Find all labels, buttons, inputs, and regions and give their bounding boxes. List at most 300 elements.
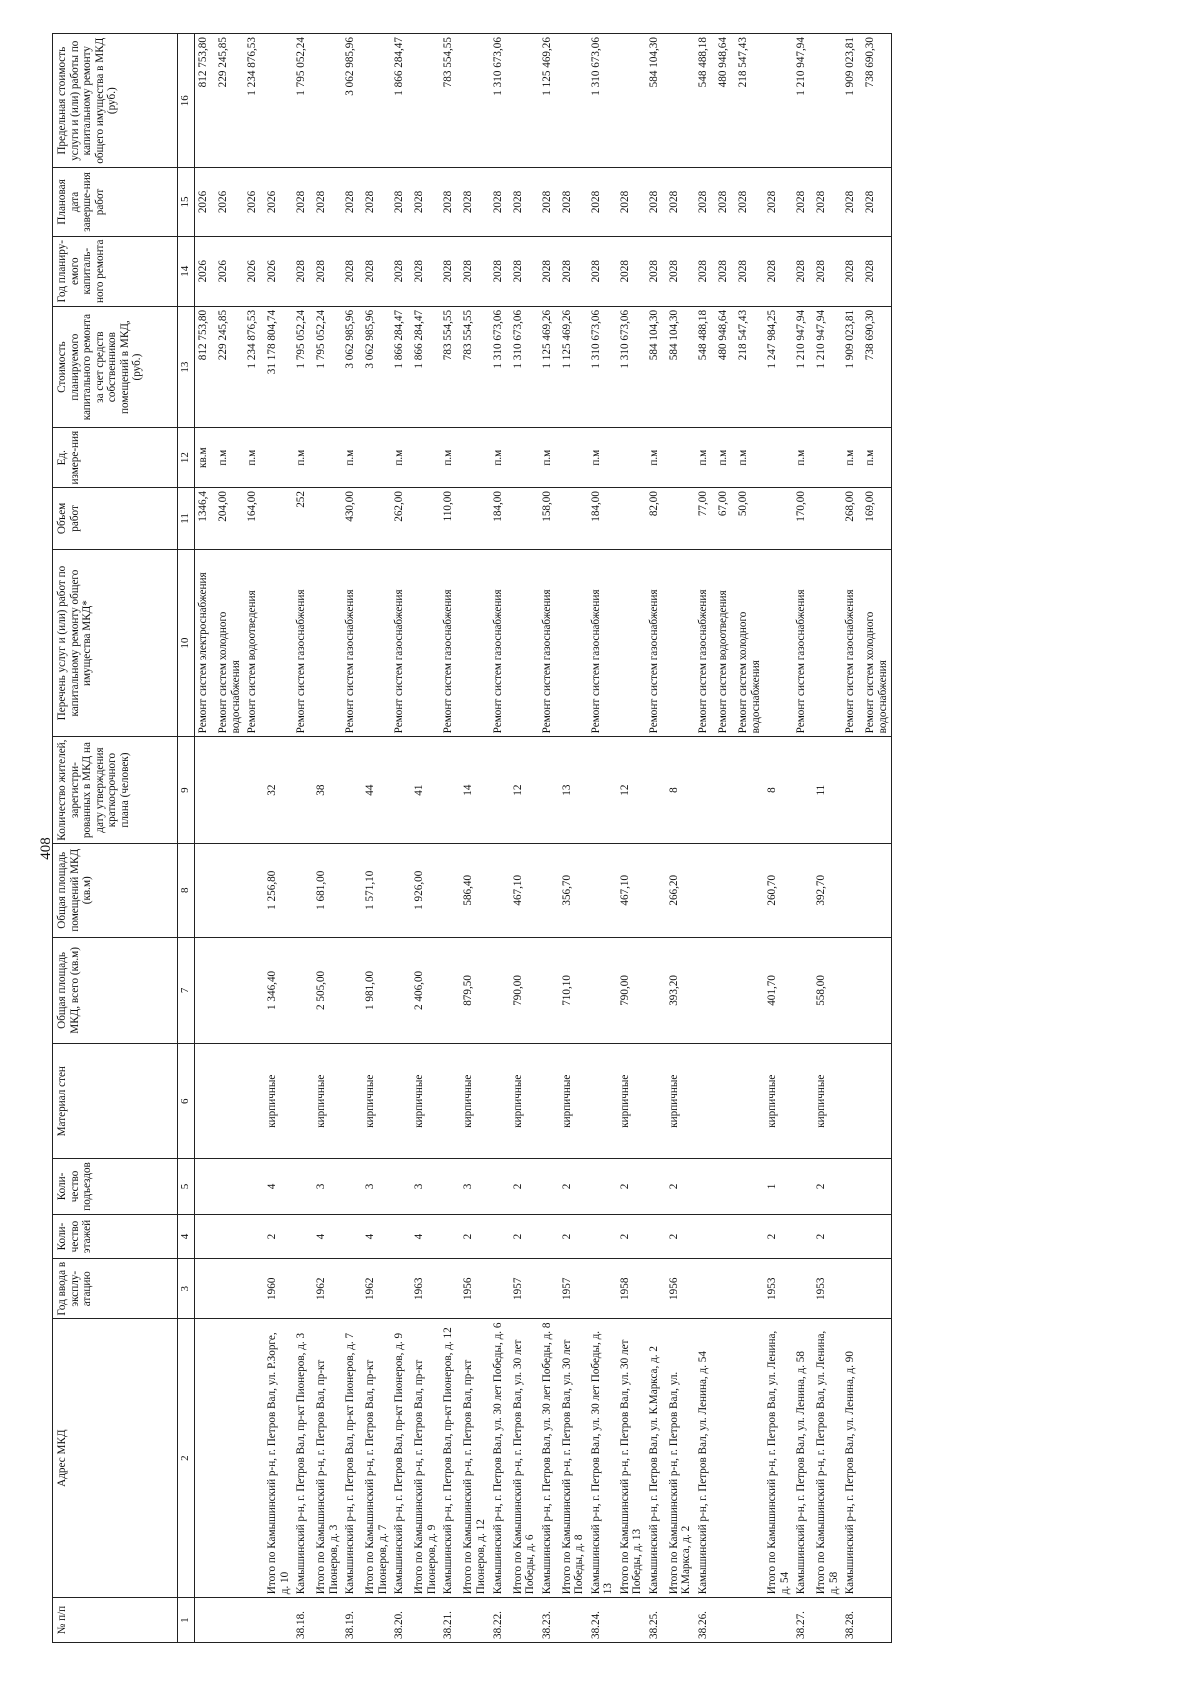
wall-material-cell: кирпичные — [617, 1044, 646, 1159]
residents-cell: 38 — [313, 737, 342, 844]
owner-cost-cell: 480 948,64 — [715, 306, 735, 427]
premises-area-cell — [695, 843, 715, 937]
residents-cell — [342, 737, 362, 844]
repair-year-cell: 2026 — [264, 236, 293, 306]
max-cost-cell: 812 753,80 — [195, 34, 216, 168]
residents-cell: 11 — [813, 737, 842, 844]
works-list-cell: Ремонт систем газоснабжения — [440, 549, 460, 737]
completion-date-cell: 2028 — [715, 168, 735, 236]
table-row — [842, 34, 862, 1643]
column-number-row — [178, 34, 195, 1643]
premises-area-cell — [342, 843, 362, 937]
entrances-cell — [695, 1159, 715, 1214]
max-cost-cell: 480 948,64 — [715, 34, 735, 168]
residents-cell — [735, 737, 764, 844]
works-list-cell: Ремонт систем газоснабжения — [391, 549, 411, 737]
wall-material-cell: кирпичные — [813, 1044, 842, 1159]
commission-year-cell: 1956 — [666, 1259, 695, 1319]
wall-material-cell — [293, 1044, 313, 1159]
work-volume-cell: 67,00 — [715, 488, 735, 550]
number-cell — [411, 1598, 440, 1643]
table-row — [813, 34, 842, 1643]
total-area-cell — [215, 937, 244, 1044]
number-cell: 38.25. — [646, 1598, 666, 1643]
wall-material-cell: кирпичные — [510, 1044, 539, 1159]
number-cell — [764, 1598, 793, 1643]
floors-cell — [588, 1214, 617, 1259]
works-list-cell — [764, 549, 793, 737]
repair-year-cell: 2028 — [813, 236, 842, 306]
col-residents-header: Количество жителей, зарегистри-рованных в МКД на дату утверждения краткосрочного плана (человек) — [53, 737, 178, 844]
entrances-cell — [490, 1159, 510, 1214]
owner-cost-cell: 229 245,85 — [215, 306, 244, 427]
floors-cell: 2 — [617, 1214, 646, 1259]
commission-year-cell — [588, 1259, 617, 1319]
col-commission-year-header: Год ввода в эксплу-атацию — [53, 1259, 178, 1319]
unit-cell — [666, 428, 695, 488]
unit-cell: п.м — [695, 428, 715, 488]
repair-year-cell: 2028 — [695, 236, 715, 306]
max-cost-cell: 1 866 284,47 — [391, 34, 411, 168]
wall-material-cell — [342, 1044, 362, 1159]
residents-cell — [715, 737, 735, 844]
column-number: 6 — [178, 1044, 195, 1159]
residents-cell — [862, 737, 892, 844]
entrances-cell: 2 — [510, 1159, 539, 1214]
col-owner-cost-header: Стоимость планируемого капитального ремонта за счет средств собственников помещений в МКД, (руб.) — [53, 306, 178, 427]
number-cell: 38.21. — [440, 1598, 460, 1643]
wall-material-cell: кирпичные — [264, 1044, 293, 1159]
max-cost-cell: 1 310 673,06 — [588, 34, 617, 168]
commission-year-cell: 1953 — [764, 1259, 793, 1319]
address-cell: Камышинский р-н, г. Петров Вал, ул. К.Маркса, д. 2 — [646, 1319, 666, 1598]
unit-cell — [764, 428, 793, 488]
entrances-cell — [244, 1159, 264, 1214]
address-cell — [244, 1319, 264, 1598]
repair-year-cell: 2028 — [362, 236, 391, 306]
unit-cell: п.м — [793, 428, 813, 488]
capital-repair-table — [52, 33, 892, 1643]
table-row — [646, 34, 666, 1643]
completion-date-cell: 2028 — [646, 168, 666, 236]
work-volume-cell: 158,00 — [539, 488, 559, 550]
residents-cell — [588, 737, 617, 844]
col-completion-date-header: Плановая дата заверше-ния работ — [53, 168, 178, 236]
premises-area-cell: 467,10 — [510, 843, 539, 937]
unit-cell — [510, 428, 539, 488]
max-cost-cell: 229 245,85 — [215, 34, 244, 168]
premises-area-cell — [391, 843, 411, 937]
wall-material-cell — [440, 1044, 460, 1159]
residents-cell: 14 — [460, 737, 489, 844]
works-list-cell — [559, 549, 588, 737]
owner-cost-cell: 1 125 469,26 — [559, 306, 588, 427]
residents-cell — [539, 737, 559, 844]
table-row — [490, 34, 510, 1643]
total-area-cell — [490, 937, 510, 1044]
repair-year-cell: 2028 — [793, 236, 813, 306]
repair-year-cell: 2028 — [313, 236, 342, 306]
residents-cell — [793, 737, 813, 844]
residents-cell — [215, 737, 244, 844]
owner-cost-cell: 1 866 284,47 — [411, 306, 440, 427]
entrances-cell — [539, 1159, 559, 1214]
table-row — [617, 34, 646, 1643]
commission-year-cell — [715, 1259, 735, 1319]
works-list-cell — [813, 549, 842, 737]
total-area-cell — [391, 937, 411, 1044]
residents-cell — [490, 737, 510, 844]
floors-cell — [342, 1214, 362, 1259]
column-number: 1 — [178, 1598, 195, 1643]
works-list-cell: Ремонт систем газоснабжения — [588, 549, 617, 737]
address-cell: Итого по Камышинский р-н, г. Петров Вал, ул. 30 лет Победы, д. 6 — [510, 1319, 539, 1598]
number-cell — [617, 1598, 646, 1643]
work-volume-cell: 110,00 — [440, 488, 460, 550]
owner-cost-cell: 3 062 985,96 — [362, 306, 391, 427]
works-list-cell: Ремонт систем холодного водоснабжения — [215, 549, 244, 737]
unit-cell: п.м — [842, 428, 862, 488]
residents-cell — [842, 737, 862, 844]
works-list-cell: Ремонт систем газоснабжения — [842, 549, 862, 737]
max-cost-cell — [362, 34, 391, 168]
owner-cost-cell: 1 909 023,81 — [842, 306, 862, 427]
address-cell — [862, 1319, 892, 1598]
number-cell: 38.26. — [695, 1598, 715, 1643]
number-cell — [510, 1598, 539, 1643]
column-number: 2 — [178, 1319, 195, 1598]
commission-year-cell: 1956 — [460, 1259, 489, 1319]
address-cell: Итого по Камышинский р-н, г. Петров Вал, пр-кт Пионеров, д. 12 — [460, 1319, 489, 1598]
work-volume-cell: 1346,4 — [195, 488, 216, 550]
work-volume-cell — [411, 488, 440, 550]
number-cell — [559, 1598, 588, 1643]
floors-cell: 2 — [559, 1214, 588, 1259]
commission-year-cell — [215, 1259, 244, 1319]
work-volume-cell: 164,00 — [244, 488, 264, 550]
address-cell — [195, 1319, 216, 1598]
repair-year-cell: 2028 — [559, 236, 588, 306]
residents-cell: 8 — [764, 737, 793, 844]
work-volume-cell: 184,00 — [588, 488, 617, 550]
repair-year-cell: 2028 — [490, 236, 510, 306]
works-list-cell: Ремонт систем водоотведения — [244, 549, 264, 737]
total-area-cell — [715, 937, 735, 1044]
completion-date-cell: 2026 — [215, 168, 244, 236]
address-cell: Камышинский р-н, г. Петров Вал, пр-кт Пионеров, д. 9 — [391, 1319, 411, 1598]
work-volume-cell — [460, 488, 489, 550]
floors-cell: 2 — [510, 1214, 539, 1259]
unit-cell: п.м — [391, 428, 411, 488]
address-cell: Итого по Камышинский р-н, г. Петров Вал, ул. Ленина, д. 58 — [813, 1319, 842, 1598]
owner-cost-cell: 1 310 673,06 — [617, 306, 646, 427]
table-row — [313, 34, 342, 1643]
address-cell: Камышинский р-н, г. Петров Вал, ул. Ленина, д. 58 — [793, 1319, 813, 1598]
entrances-cell — [588, 1159, 617, 1214]
commission-year-cell: 1957 — [510, 1259, 539, 1319]
table-row — [764, 34, 793, 1643]
work-volume-cell — [510, 488, 539, 550]
owner-cost-cell: 548 488,18 — [695, 306, 715, 427]
repair-year-cell: 2028 — [842, 236, 862, 306]
completion-date-cell: 2028 — [440, 168, 460, 236]
completion-date-cell: 2028 — [617, 168, 646, 236]
floors-cell: 4 — [362, 1214, 391, 1259]
number-cell — [264, 1598, 293, 1643]
unit-cell — [313, 428, 342, 488]
max-cost-cell — [813, 34, 842, 168]
floors-cell — [391, 1214, 411, 1259]
floors-cell: 2 — [666, 1214, 695, 1259]
column-number: 8 — [178, 843, 195, 937]
works-list-cell — [617, 549, 646, 737]
address-cell: Камышинский р-н, г. Петров Вал, пр-кт Пионеров, д. 7 — [342, 1319, 362, 1598]
wall-material-cell — [195, 1044, 216, 1159]
completion-date-cell: 2028 — [559, 168, 588, 236]
floors-cell: 4 — [411, 1214, 440, 1259]
commission-year-cell — [440, 1259, 460, 1319]
total-area-cell — [695, 937, 715, 1044]
works-list-cell — [510, 549, 539, 737]
table-row — [264, 34, 293, 1643]
unit-cell: п.м — [862, 428, 892, 488]
col-wall-material-header: Материал стен — [53, 1044, 178, 1159]
works-list-cell — [666, 549, 695, 737]
column-number: 7 — [178, 937, 195, 1044]
residents-cell — [646, 737, 666, 844]
commission-year-cell: 1960 — [264, 1259, 293, 1319]
owner-cost-cell: 1 795 052,24 — [313, 306, 342, 427]
premises-area-cell — [588, 843, 617, 937]
commission-year-cell — [195, 1259, 216, 1319]
wall-material-cell: кирпичные — [411, 1044, 440, 1159]
work-volume-cell — [666, 488, 695, 550]
unit-cell: п.м — [490, 428, 510, 488]
table-row — [793, 34, 813, 1643]
works-list-cell: Ремонт систем газоснабжения — [695, 549, 715, 737]
residents-cell: 13 — [559, 737, 588, 844]
number-cell: 38.18. — [293, 1598, 313, 1643]
max-cost-cell — [313, 34, 342, 168]
commission-year-cell: 1963 — [411, 1259, 440, 1319]
table-row — [362, 34, 391, 1643]
premises-area-cell — [842, 843, 862, 937]
number-cell — [735, 1598, 764, 1643]
number-cell: 38.19. — [342, 1598, 362, 1643]
floors-cell — [195, 1214, 216, 1259]
unit-cell: п.м — [293, 428, 313, 488]
entrances-cell — [391, 1159, 411, 1214]
repair-year-cell: 2028 — [735, 236, 764, 306]
max-cost-cell — [510, 34, 539, 168]
residents-cell: 8 — [666, 737, 695, 844]
floors-cell: 2 — [813, 1214, 842, 1259]
repair-year-cell: 2028 — [510, 236, 539, 306]
column-number: 4 — [178, 1214, 195, 1259]
col-number-header: № п/п — [53, 1598, 178, 1643]
floors-cell — [490, 1214, 510, 1259]
col-address-header: Адрес МКД — [53, 1319, 178, 1598]
entrances-cell: 4 — [264, 1159, 293, 1214]
col-entrances-header: Коли-чество подъездов — [53, 1159, 178, 1214]
completion-date-cell: 2028 — [510, 168, 539, 236]
commission-year-cell — [842, 1259, 862, 1319]
table-row — [195, 34, 216, 1643]
commission-year-cell — [391, 1259, 411, 1319]
floors-cell — [244, 1214, 264, 1259]
owner-cost-cell: 1 234 876,53 — [244, 306, 264, 427]
completion-date-cell: 2028 — [342, 168, 362, 236]
work-volume-cell: 82,00 — [646, 488, 666, 550]
work-volume-cell — [559, 488, 588, 550]
table-header-row — [53, 34, 178, 1643]
repair-year-cell: 2028 — [342, 236, 362, 306]
table-row — [559, 34, 588, 1643]
wall-material-cell — [215, 1044, 244, 1159]
premises-area-cell: 467,10 — [617, 843, 646, 937]
floors-cell — [793, 1214, 813, 1259]
commission-year-cell — [342, 1259, 362, 1319]
work-volume-cell — [764, 488, 793, 550]
total-area-cell: 1 346,40 — [264, 937, 293, 1044]
max-cost-cell: 584 104,30 — [646, 34, 666, 168]
premises-area-cell — [215, 843, 244, 937]
number-cell — [313, 1598, 342, 1643]
owner-cost-cell: 31 178 804,74 — [264, 306, 293, 427]
wall-material-cell — [715, 1044, 735, 1159]
address-cell: Итого по Камышинский р-н, г. Петров Вал, ул. Ленина, д. 54 — [764, 1319, 793, 1598]
works-list-cell: Ремонт систем электроснабжения — [195, 549, 216, 737]
entrances-cell — [440, 1159, 460, 1214]
entrances-cell: 3 — [362, 1159, 391, 1214]
wall-material-cell — [244, 1044, 264, 1159]
wall-material-cell — [539, 1044, 559, 1159]
floors-cell — [695, 1214, 715, 1259]
total-area-cell — [842, 937, 862, 1044]
commission-year-cell — [244, 1259, 264, 1319]
work-volume-cell: 252 — [293, 488, 313, 550]
residents-cell — [391, 737, 411, 844]
commission-year-cell — [695, 1259, 715, 1319]
floors-cell: 2 — [460, 1214, 489, 1259]
unit-cell: п.м — [342, 428, 362, 488]
floors-cell — [862, 1214, 892, 1259]
number-cell — [195, 1598, 216, 1643]
works-list-cell — [264, 549, 293, 737]
residents-cell — [695, 737, 715, 844]
work-volume-cell: 77,00 — [695, 488, 715, 550]
entrances-cell: 1 — [764, 1159, 793, 1214]
max-cost-cell: 548 488,18 — [695, 34, 715, 168]
address-cell: Камышинский р-н, г. Петров Вал, ул. Ленина, д. 90 — [842, 1319, 862, 1598]
owner-cost-cell: 783 554,55 — [440, 306, 460, 427]
number-cell: 38.22. — [490, 1598, 510, 1643]
premises-area-cell: 1 256,80 — [264, 843, 293, 937]
total-area-cell: 790,00 — [617, 937, 646, 1044]
residents-cell — [195, 737, 216, 844]
number-cell: 38.23. — [539, 1598, 559, 1643]
max-cost-cell: 1 795 052,24 — [293, 34, 313, 168]
completion-date-cell: 2028 — [362, 168, 391, 236]
address-cell: Итого по Камышинский р-н, г. Петров Вал, ул. 30 лет Победы, д. 13 — [617, 1319, 646, 1598]
completion-date-cell: 2028 — [842, 168, 862, 236]
max-cost-cell — [666, 34, 695, 168]
max-cost-cell — [617, 34, 646, 168]
max-cost-cell: 218 547,43 — [735, 34, 764, 168]
owner-cost-cell: 3 062 985,96 — [342, 306, 362, 427]
unit-cell: п.м — [440, 428, 460, 488]
unit-cell — [264, 428, 293, 488]
table-row — [539, 34, 559, 1643]
works-list-cell — [460, 549, 489, 737]
work-volume-cell: 204,00 — [215, 488, 244, 550]
floors-cell — [293, 1214, 313, 1259]
owner-cost-cell: 1 310 673,06 — [490, 306, 510, 427]
table-row — [715, 34, 735, 1643]
column-number: 5 — [178, 1159, 195, 1214]
repair-year-cell: 2028 — [293, 236, 313, 306]
total-area-cell: 393,20 — [666, 937, 695, 1044]
premises-area-cell — [195, 843, 216, 937]
total-area-cell — [244, 937, 264, 1044]
col-floors-header: Коли-чество этажей — [53, 1214, 178, 1259]
table-row — [342, 34, 362, 1643]
total-area-cell: 879,50 — [460, 937, 489, 1044]
works-list-cell: Ремонт систем холодного водоснабжения — [735, 549, 764, 737]
total-area-cell — [793, 937, 813, 1044]
works-list-cell — [362, 549, 391, 737]
premises-area-cell — [646, 843, 666, 937]
address-cell — [735, 1319, 764, 1598]
max-cost-cell — [764, 34, 793, 168]
wall-material-cell: кирпичные — [362, 1044, 391, 1159]
residents-cell: 12 — [617, 737, 646, 844]
wall-material-cell — [793, 1044, 813, 1159]
total-area-cell: 790,00 — [510, 937, 539, 1044]
table-row — [460, 34, 489, 1643]
residents-cell: 44 — [362, 737, 391, 844]
wall-material-cell: кирпичные — [460, 1044, 489, 1159]
repair-year-cell: 2028 — [588, 236, 617, 306]
entrances-cell: 3 — [411, 1159, 440, 1214]
commission-year-cell — [646, 1259, 666, 1319]
table-body — [195, 34, 892, 1643]
table-row — [440, 34, 460, 1643]
address-cell: Итого по Камышинский р-н, г. Петров Вал, ул. 30 лет Победы, д. 8 — [559, 1319, 588, 1598]
work-volume-cell — [362, 488, 391, 550]
owner-cost-cell: 584 104,30 — [646, 306, 666, 427]
max-cost-cell — [411, 34, 440, 168]
table-row — [293, 34, 313, 1643]
premises-area-cell: 1 571,10 — [362, 843, 391, 937]
table-row — [244, 34, 264, 1643]
completion-date-cell: 2028 — [764, 168, 793, 236]
table-row — [666, 34, 695, 1643]
total-area-cell — [735, 937, 764, 1044]
repair-year-cell: 2028 — [539, 236, 559, 306]
wall-material-cell — [646, 1044, 666, 1159]
premises-area-cell — [862, 843, 892, 937]
owner-cost-cell: 1 247 984,25 — [764, 306, 793, 427]
column-number: 3 — [178, 1259, 195, 1319]
completion-date-cell: 2028 — [460, 168, 489, 236]
repair-year-cell: 2026 — [195, 236, 216, 306]
table-row — [862, 34, 892, 1643]
works-list-cell — [313, 549, 342, 737]
floors-cell: 2 — [264, 1214, 293, 1259]
commission-year-cell — [862, 1259, 892, 1319]
total-area-cell: 2 406,00 — [411, 937, 440, 1044]
